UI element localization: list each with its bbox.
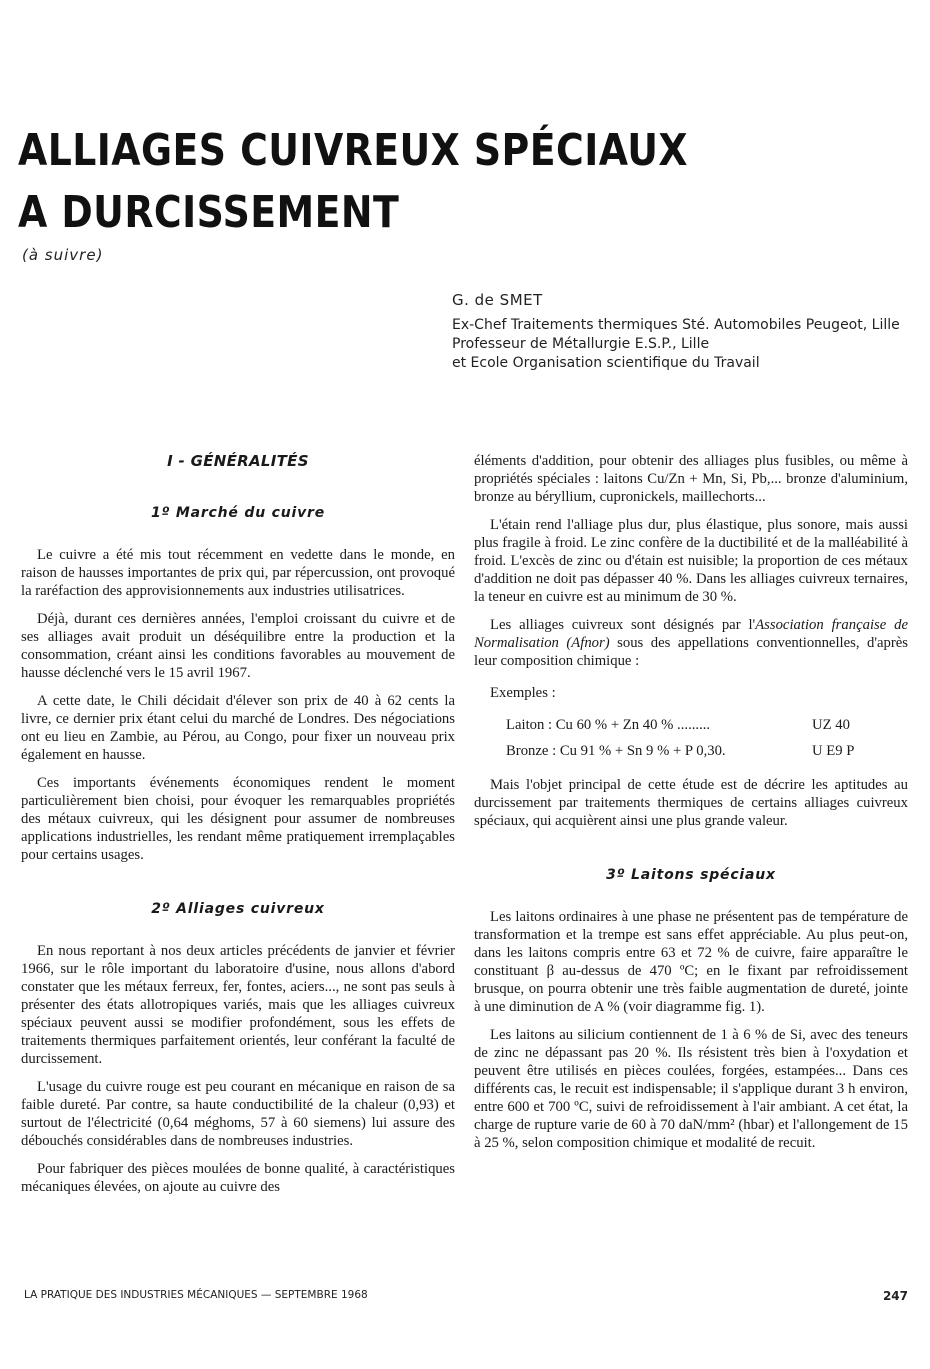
title-line-1: ALLIAGES CUIVREUX SPÉCIAUX xyxy=(18,125,689,176)
examples-label: Exemples : xyxy=(490,685,556,701)
paragraph: En nous reportant à nos deux articles précédents de janvier et février 1966, sur le rôle important du laboratoire d'usine, nous allons d'abord constater que les métaux ferreux, fer, fontes, aciers..., ne sont pas seuls à présenter des états allotropiques variés, mais que les alliages cuivreux spéciaux peuvent aussi se modifier profondément, sous les effets de traitements thermiques parfaitement orientés, leur conférant la faculté de durcissement. xyxy=(21,943,455,1067)
paragraph: Ces importants événements économiques rendent le moment particulièrement bien choisi, pour évoquer les remarquables propriétés des métaux cuivreux, qui les désignent pour assumer de nombreuses applications industrielles, les rendant même pratiquement irremplaçables pour certains usages. xyxy=(21,775,455,863)
paragraph-afnor xyxy=(474,616,908,670)
paragraph: Les laitons au silicium contiennent de 1 à 6 % de Si, avec des teneurs de zinc ne dépassant pas 20 %. Ils résistent très bien à l'oxydation et peuvent être utilisés en pièces coulées, forgées, estampées... Dans ces différents cas, le recuit est indispensable; il s'applique durant 3 h environ, entre 600 et 700 ºC, suivi de refroidissement à l'air ambiant. A cet état, la charge de rupture varie de 60 à 70 daN/mm² (hbar) et l'allongement de 15 à 25 %, selon composition chimique et modalité de recuit. xyxy=(474,1027,908,1151)
author-affiliation: Ex-Chef Traitements thermiques Sté. Automobiles Peugeot, Lille xyxy=(452,317,900,333)
title-line-2: A DURCISSEMENT xyxy=(18,187,400,238)
afnor-organisation: Association française de Normalisation (Afnor) xyxy=(474,617,908,651)
article-title xyxy=(18,120,688,244)
subsection-heading-alliages-cuivreux: 2º Alliages cuivreux xyxy=(151,901,325,917)
right-column xyxy=(474,452,908,1162)
left-column xyxy=(21,452,455,1206)
afnor-text: Les alliages cuivreux sont désignés par l' xyxy=(490,617,756,633)
subsection-heading-marche-cuivre: 1º Marché du cuivre xyxy=(150,505,326,521)
afnor-text: sous des appellations conventionnelles, d'après leur composition chimique : xyxy=(474,635,908,669)
paragraph: Déjà, durant ces dernières années, l'emploi croissant du cuivre et de ses alliages avait produit un déséquilibre entre la production et la consommation, créant ainsi les conditions favorables au mouvement de hausse déclenché vers le 15 avril 1967. xyxy=(21,611,455,681)
paragraph: éléments d'addition, pour obtenir des alliages plus fusibles, ou même à propriétés spéciales : laitons Cu/Zn + Mn, Si, Pb,... bronze d'aluminium, bronze au béryllium, cupronickels, maillechorts... xyxy=(474,453,908,505)
author-name: G. de SMET xyxy=(452,291,543,309)
subsection-heading-laitons-speciaux: 3º Laitons spéciaux xyxy=(606,867,776,883)
paragraph: L'étain rend l'alliage plus dur, plus élastique, plus sonore, mais aussi plus fragile à froid. Le zinc confère de la ductibilité et de la malléabilité à froid. L'excès de zinc ou d'étain est nuisible; la proportion de ces métaux d'addition ne doit pas dépasser 40 %. Dans les alliages cuivreux ternaires, la teneur en cuivre est au minimum de 30 %. xyxy=(474,517,908,605)
paragraph: Pour fabriquer des pièces moulées de bonne qualité, à caractéristiques mécaniques élevées, on ajoute au cuivre des xyxy=(21,1161,455,1195)
example-composition: Laiton : Cu 60 % + Zn 40 % ......... xyxy=(506,717,711,733)
author-block xyxy=(452,291,900,373)
page-footer xyxy=(24,1289,908,1303)
example-row xyxy=(474,738,908,764)
paragraph: A cette date, le Chili décidait d'élever son prix de 40 à 62 cents la livre, ce dernier prix étant celui du marché de Londres. Des négociations ont eu lieu en Zambie, au Pérou, au Congo, pour fixer un nouveau prix également en hausse. xyxy=(21,693,455,763)
subtitle: (à suivre) xyxy=(22,246,104,264)
paragraph: L'usage du cuivre rouge est peu courant en mécanique en raison de sa faible dureté. Par contre, sa haute conductibilité de la chaleur (0,93) et surtout de l'électricité (0,64 méghoms, 57 à 60 siemens) lui assure des débouchés considérables dans de nombreuses industries. xyxy=(21,1079,455,1149)
author-affiliation: et Ecole Organisation scientifique du Travail xyxy=(452,355,760,371)
example-row xyxy=(474,712,908,738)
paragraph: Les laitons ordinaires à une phase ne présentent pas de température de transformation et la trempe est sans effet appréciable. Au plus peut-on, dans les laitons compris entre 63 et 72 % de cuivre, faire apparaître le constituant β au-dessus de 470 ºC; en le fixant par refroidissement brusque, on pourra obtenir une très faible augmentation de dureté, jointe à une diminution de A % (voir diagramme fig. 1). xyxy=(474,909,908,1015)
examples-block xyxy=(474,680,908,764)
journal-name: LA PRATIQUE DES INDUSTRIES MÉCANIQUES — SEPTEMBRE 1968 xyxy=(24,1289,368,1301)
example-composition: Bronze : Cu 91 % + Sn 9 % + P 0,30. xyxy=(506,743,726,759)
section-heading-generalites: I - GÉNÉRALITÉS xyxy=(167,452,309,470)
example-designation: U E9 P xyxy=(812,743,855,759)
paragraph: Mais l'objet principal de cette étude est de décrire les aptitudes au durcissement par traitements thermiques de certains alliages cuivreux spéciaux, qui acquièrent ainsi une plus grande valeur. xyxy=(474,777,908,829)
page-number: 247 xyxy=(882,1289,908,1303)
example-designation: UZ 40 xyxy=(812,717,850,733)
paragraph: Le cuivre a été mis tout récemment en vedette dans le monde, en raison de hausses importantes de prix qui, par répercussion, ont provoqué la raréfaction des approvisionnements aux industries utilisatrices. xyxy=(21,547,455,599)
author-affiliation: Professeur de Métallurgie E.S.P., Lille xyxy=(452,336,710,352)
